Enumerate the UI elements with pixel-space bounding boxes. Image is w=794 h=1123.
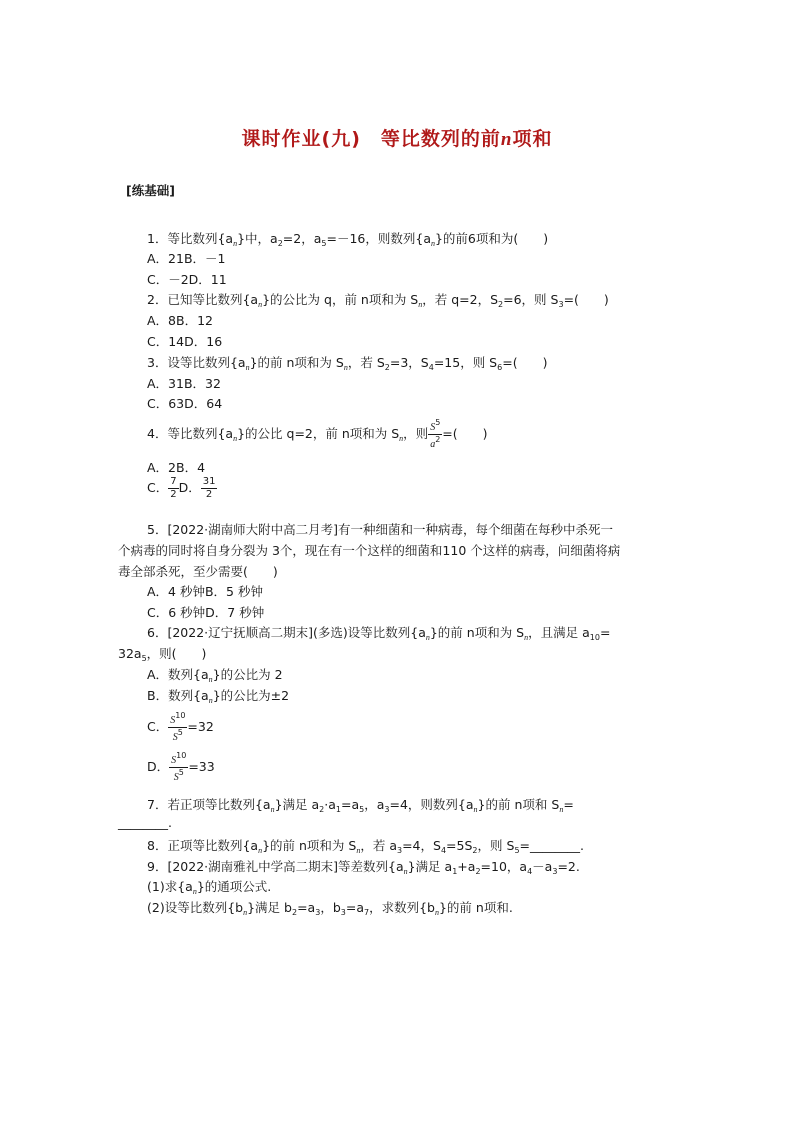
question-1-options-ab: A．21B．－1 [147,251,226,266]
question-6-line-1: 6．[2022·辽宁抚顺高二期末](多选)设等比数列$\{a_n\}$的前 n项和为 $S_n$，且满足 $a_{10}=$ [147,625,611,642]
question-2: 2．已知等比数列$\{a_n\}$的公比为 q，前 n项和为 $S_n$，若 q=2，$S_2=6$，则 $S_3=$( ) [147,292,609,309]
question-8: 8．正项等比数列$\{a_n\}$的前 n项和为 $S_n$，若 $a_3=4$，$S_4=5S_2$，则 $S_5=\_\_\_\_\_\_\_\_$. [147,838,584,855]
question-6-option-d: D． $\frac{S^{10}}{S^5}$ =33 [147,751,215,783]
question-2-options-cd: C．14D．16 [147,334,223,349]
question-3-options-ab: A．31B．32 [147,376,221,391]
question-6-option-b: B．数列$\{a_n\}$的公比为±2 [147,688,290,705]
title-main: 课时作业(九) 等比数列的前 [241,128,501,150]
question-9-part-2: (2)设等比数列$\{b_n\}$满足 $b_2=a_3$，$b_3=a_7$，求数列$\{b_n\}$的前 n项和. [147,900,513,917]
question-5-line-1: 5．[2022·湖南师大附中高二月考]有一种细菌和一种病毒，每个细菌在每秒中杀死一 [147,522,613,537]
question-2-options-ab: A．8B．12 [147,313,213,328]
question-5-line-2: 个病毒的同时将自身分裂为 3个，现在有一个这样的细菌和110 个这样的病毒，问细菌将病 [118,543,621,558]
question-6-line-2: $32a_5$，则( ) [118,646,207,663]
question-5-options-ab: A．4 秒钟B．5 秒钟 [147,584,263,599]
question-9-part-1: (1)求$\{a_n\}$的通项公式. [147,879,272,896]
question-7-answer-blank: ________. [118,815,172,830]
question-5-options-cd: C．6 秒钟D．7 秒钟 [147,605,265,620]
question-7-line-1: 7．若正项等比数列$\{a_n\}$满足 $a_2\cdot a_1=a_5$，$a_3=4$，则数列$\{a_n\}$的前 n项和 $S_n=$ [147,797,574,814]
question-6-option-c: C． $\frac{S^{10}}{S^5}$ =32 [147,711,214,743]
question-4-options-ab: A．2B．4 [147,460,206,475]
title-variable: n [500,129,513,150]
title-tail: 项和 [512,128,553,150]
question-4: 4．等比数列$\{a_n\}$的公比 q=2，前 n项和为 $S_n$，则 $\frac{S^5}{a^2}$ =( ) [147,418,488,450]
question-9: 9．[2022·湖南雅礼中学高二期末]等差数列$\{a_n\}$满足 $a_1+a_2=10$，$a_4-a_3=2$. [147,859,580,876]
question-5-line-3: 毒全部杀死，至少需要( ) [118,564,278,579]
section-heading: [练基础] [126,183,175,198]
fraction-s5-over-a2: $\frac{S^5}{a^2}$ [430,418,441,450]
question-3: 3．设等比数列$\{a_n\}$的前 n项和为 $S_n$，若 $S_2=3$，$S_4=15$，则 $S_6=$( ) [147,355,548,372]
question-1-options-cd: C．－2D．11 [147,272,227,287]
question-4-options-cd: C． $\frac{7}{2}$ D． $\frac{31}{2}$ [147,476,216,500]
question-1: 1．等比数列$\{a_n\}$中，$a_2=2$，$a_5=-16$，则数列$\{a_n\}$的前6项和为( ) [147,231,549,248]
page-title [0,124,794,151]
question-6-option-a: A．数列$\{a_n\}$的公比为 2 [147,667,283,684]
question-3-options-cd: C．63D．64 [147,396,223,411]
